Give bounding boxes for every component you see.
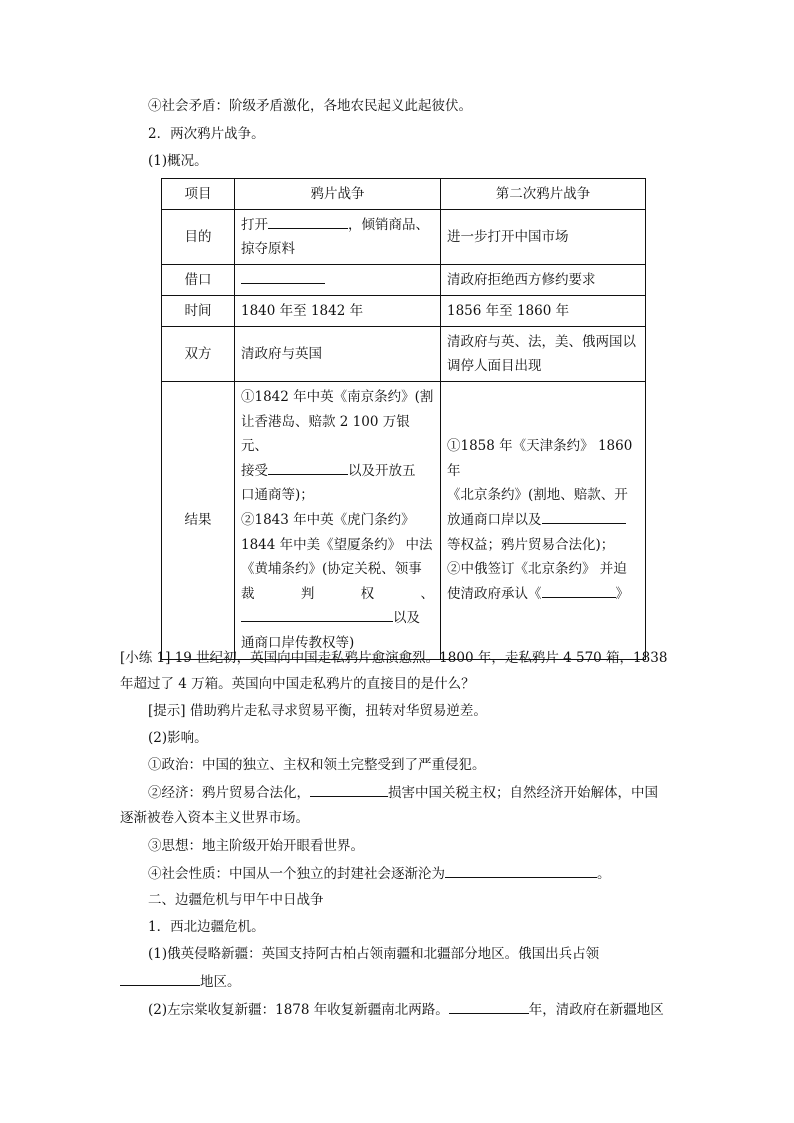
result-first-line: ②1843 年中英《虎门条约》 [241, 511, 415, 528]
result-first-line: 口通商等)； [241, 487, 314, 504]
fill-in-blank [268, 460, 348, 475]
cell-result-first [235, 382, 441, 660]
fill-in-blank [445, 863, 597, 878]
hint-line: [提示] 借助鸦片走私寻求贸易平衡，扭转对华贸易逆差。 [148, 703, 487, 719]
header-first-war: 鸦片战争 [235, 179, 441, 210]
row-label-purpose: 目的 [162, 210, 235, 265]
purpose-text-a: 打开 [241, 217, 268, 233]
result-text: 以及 [393, 610, 420, 627]
result-text: 使清政府承认《 [447, 585, 542, 602]
purpose-text-b: ，倾销商品、 [348, 217, 429, 233]
result-text: 放通商口岸以及 [447, 511, 542, 528]
result-first-line [241, 606, 434, 631]
row-label-parties: 双方 [162, 327, 235, 382]
result-text: 裁 [241, 585, 255, 602]
fill-in-blank [241, 269, 325, 284]
cell-purpose-first [235, 210, 441, 265]
fill-in-blank [310, 782, 388, 797]
zuo-text-a: (2)左宗棠收复新疆：1878 年收复新疆南北两路。 [148, 1002, 449, 1018]
row-label-pretext: 借口 [162, 265, 235, 296]
fill-in-blank [542, 583, 616, 598]
row-label-time: 时间 [162, 296, 235, 327]
result-text: 、 [420, 585, 434, 602]
cell-result-second [441, 382, 646, 660]
society-text-b: 。 [597, 866, 611, 882]
fill-in-blank [449, 999, 529, 1014]
result-text: 接受 [241, 462, 268, 479]
society-line [148, 863, 611, 884]
row-label-result: 结果 [162, 382, 235, 660]
zuo-text-b: 年，清政府在新疆地区 [528, 1002, 664, 1018]
table-row-result [162, 382, 646, 660]
purpose-text-c: 掠夺原料 [241, 241, 295, 257]
cell-time-second: 1856 年至 1860 年 [441, 296, 646, 327]
result-text: 》 [615, 585, 629, 602]
result-second-line [447, 582, 639, 607]
opium-wars-table [161, 178, 646, 660]
cell-parties-second [441, 327, 646, 382]
society-text-a: ④社会性质：中国从一个独立的封建社会逐渐沦为 [148, 866, 445, 882]
opium-wars-heading: 2．两次鸦片战争。 [148, 126, 265, 142]
result-first-line: 通商口岸传教权等) [241, 634, 355, 651]
social-contradiction-line: ④社会矛盾：阶级矛盾激化，各地农民起义此起彼伏。 [148, 98, 472, 114]
zuo-line [148, 999, 664, 1020]
impact-heading: (2)影响。 [148, 730, 208, 746]
cell-time-first: 1840 年至 1842 年 [235, 296, 441, 327]
cell-purpose-second: 进一步打开中国市场 [441, 210, 646, 265]
result-first-line: 1844 年中美《望厦条约》 中法 [241, 536, 433, 553]
fill-in-blank [241, 607, 393, 622]
politics-line: ①政治：中国的独立、主权和领土完整受到了严重侵犯。 [148, 757, 486, 773]
cell-pretext-first [235, 265, 441, 296]
result-first-line: 《黄埔条约》(协定关税、领事 [241, 561, 422, 578]
economy-line-2: 逐渐被卷入资本主义世界市场。 [120, 810, 309, 826]
result-text: 判 [300, 585, 315, 602]
fill-in-blank [268, 214, 348, 229]
cell-pretext-second: 清政府拒绝西方修约要求 [441, 265, 646, 296]
result-second-line: ②中俄签订《北京条约》 并迫 [447, 561, 627, 578]
section-2-heading: 二、边疆危机与甲午中日战争 [148, 892, 324, 908]
thought-line: ③思想：地主阶级开始开眼看世界。 [148, 838, 364, 854]
result-second-line: ①1858 年《天津条约》 1860 年 [447, 438, 633, 479]
xinjiang-text-b: 地区。 [200, 974, 241, 990]
result-first-line: 让香港岛、赔款 2 100 万银元、 [241, 413, 410, 455]
table-header-row [162, 179, 646, 210]
parties-second-b: 调停人面目出现 [447, 358, 542, 374]
result-second-line: 《北京条约》(割地、赔款、开 [447, 487, 628, 504]
result-second-line [447, 508, 639, 533]
table-row-parties [162, 327, 646, 382]
header-second-war: 第二次鸦片战争 [441, 179, 646, 210]
economy-text-b: 损害中国关税主权；自然经济开始解体，中国 [388, 785, 658, 801]
economy-text-a: ②经济：鸦片贸易合法化， [148, 785, 310, 801]
result-first-line: ①1842 年中英《南京条约》(割 [241, 389, 434, 405]
table-row-time [162, 296, 646, 327]
result-second-line: 等权益；鸦片贸易合法化)； [447, 536, 615, 553]
xinjiang-line-2 [120, 971, 241, 992]
table-row-purpose [162, 210, 646, 265]
exercise-1-line-2: 年超过了 4 万箱。英国向中国走私鸦片的直接目的是什么？ [120, 676, 475, 692]
header-item: 项目 [162, 179, 235, 210]
fill-in-blank [542, 509, 626, 524]
fill-in-blank [120, 971, 200, 986]
result-text: 权 [360, 585, 375, 602]
table-row-pretext [162, 265, 646, 296]
result-first-line [241, 582, 434, 607]
overview-heading: (1)概况。 [148, 153, 208, 169]
parties-second-a: 清政府与英、法，美、俄两国以 [447, 334, 636, 350]
northwest-heading: 1．西北边疆危机。 [148, 919, 265, 935]
economy-line-1 [148, 782, 658, 803]
result-first-line [241, 459, 434, 484]
cell-parties-first: 清政府与英国 [235, 327, 441, 382]
xinjiang-line-1: (1)俄英侵略新疆：英国支持阿古柏占领南疆和北疆部分地区。俄国出兵占领 [148, 946, 600, 962]
result-text: 以及开放五 [348, 462, 416, 479]
exercise-1-line-1: [小练 1] 19 世纪初，英国向中国走私鸦片愈演愈烈。1800 年，走私鸦片 4 570 箱，1838 [120, 650, 668, 666]
